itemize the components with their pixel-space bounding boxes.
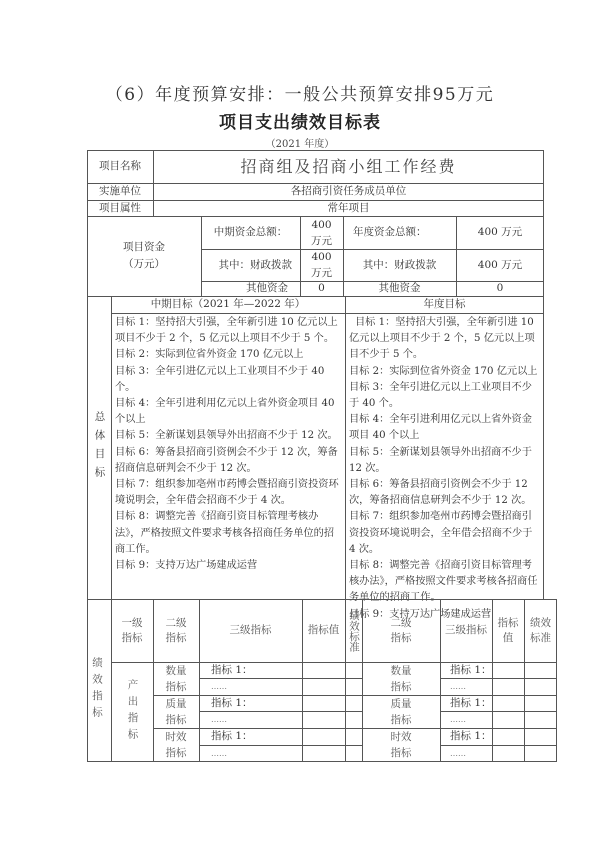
- group-name-quantity: 数量指标: [165, 664, 187, 693]
- annual-total-label: 年度资金总额：: [353, 226, 427, 238]
- header-standard: [345, 599, 362, 662]
- mid-goal-item: 目标 8：调整完善《招商引资目标管理考核办法》，严格按照文件要求考核各招商任务单位的招商工作。: [115, 511, 335, 555]
- group-more-quantity-b: ……: [450, 682, 466, 691]
- header-level3-b: 三级指标: [445, 624, 487, 636]
- performance-indicators-label-text: 绩效指标: [91, 657, 103, 723]
- mid-goal-item: 目标 1：坚持招大引强，全年新引进 10 亿元以上项目不少于 2 个，5 亿元以上项目不少于 5 个。: [115, 317, 338, 345]
- group-name-timeliness: 时效指标: [165, 731, 187, 759]
- header-value: 指标值: [307, 624, 340, 636]
- mid-other-value: 0: [318, 282, 325, 294]
- mid-total-label: 中期资金总额：: [213, 226, 288, 238]
- annual-goal-item: 目标 6：筹备县招商引资例会不少于 12 次，筹备招商信息研判会不少于 12 次。: [349, 479, 532, 507]
- annual-goal-item: 目标 7：组织参加亳州市药博会暨招商引资投资环境说明会，全年借会招商不少于 4 次。: [349, 511, 533, 555]
- annual-fiscal-label: 其中：财政拨款: [362, 258, 437, 271]
- mid-total-value: 400 万元: [311, 218, 332, 247]
- group-more-quality: ……: [211, 715, 227, 724]
- group-name-timeliness-b: 时效指标: [390, 731, 412, 759]
- group-more-quantity: ……: [211, 682, 227, 691]
- annual-fiscal-value: 400 万元: [477, 258, 523, 271]
- group-name-quantity-b: 数量指标: [390, 664, 412, 693]
- mid-goal-item: 目标 6：筹备县招商引资例会不少于 12 次，筹备招商信息研判会不少于 12 次。: [115, 446, 338, 474]
- mid-goal-item: 目标 4：全年引进利用亿元以上省外资金项目 40 个以上: [115, 398, 335, 426]
- mid-goal-item: 目标 2：实际到位省外资金 170 亿元以上: [115, 349, 304, 361]
- mid-fiscal-value: 400 万元: [311, 251, 332, 279]
- group-first-quantity-b: 指标 1：: [450, 663, 492, 676]
- project-name-label: 项目名称: [99, 160, 141, 172]
- group-first-timeliness: 指标 1：: [211, 730, 253, 742]
- mid-goal-item: 目标 3：全年引进亿元以上工业项目不少于 40 个。: [115, 365, 325, 393]
- header-level1: 一级指标: [121, 616, 143, 644]
- mid-goal-item: 目标 5：全新谋划县领导外出招商不少于 12 次。: [115, 430, 338, 442]
- group-first-quality-b: 指标 1：: [450, 696, 492, 709]
- annual-goals-header: 年度目标: [423, 298, 466, 310]
- header-value-b: 指标值: [497, 616, 519, 644]
- mid-other-label: 其他资金: [246, 282, 288, 294]
- overall-goals-label: [87, 296, 111, 600]
- output-indicators-label: [111, 662, 153, 762]
- performance-indicators-label: [87, 640, 111, 740]
- project-name-value: 招商组及招商小组工作经费: [240, 157, 457, 176]
- annual-goal-item: 目标 3：全年引进亿元以上工业项目不少于 40 个。: [349, 381, 532, 410]
- group-more-quality-b: ……: [450, 715, 466, 724]
- group-more-timeliness-b: ……: [450, 749, 466, 758]
- funds-label-line2: （万元）: [123, 258, 165, 270]
- budget-heading: （6）年度预算安排：一般公共预算安排95万元: [105, 85, 495, 105]
- header-level2: 二级指标: [165, 616, 187, 644]
- group-name-quality: 质量指标: [165, 697, 187, 726]
- table-year: （2021 年度）: [265, 139, 335, 150]
- header-standard-text: 绩效标准: [348, 609, 360, 652]
- project-funds-label: [87, 216, 201, 296]
- output-indicators-text: 产出指标: [126, 679, 139, 745]
- mid-fiscal-label: 其中：财政拨款: [218, 258, 292, 271]
- annual-other-label: 其他资金: [378, 282, 421, 294]
- mid-goal-item: 目标 9：支持万达广场建成运营: [115, 560, 258, 572]
- annual-goal-item: 目标 5：全新谋划县领导外出招商不少于 12 次。: [349, 446, 532, 474]
- group-first-quality: 指标 1：: [211, 696, 253, 709]
- group-first-timeliness-b: 指标 1：: [450, 730, 492, 742]
- annual-other-value: 0: [496, 282, 504, 294]
- annual-goal-item: 目标 9：支持万达广场建成运营: [349, 608, 492, 620]
- annual-goal-item: 目标 1：坚持招大引强，全年新引进 10 亿元以上项目不少于 2 个，5 亿元以上项目不少于 5 个。: [349, 317, 535, 361]
- funds-label-line1: 项目资金: [123, 241, 165, 253]
- annual-total-value: 400 万元: [477, 226, 523, 238]
- annual-goal-item: 目标 2：实际到位省外资金 170 亿元以上: [349, 365, 538, 377]
- project-attribute-value: 常年项目: [327, 201, 370, 214]
- annual-goals-list: [349, 315, 542, 623]
- group-name-quality-b: 质量指标: [390, 697, 412, 726]
- table-title: 项目支出绩效目标表: [219, 113, 381, 133]
- mid-goal-item: 目标 7：组织参加亳州市药博会暨招商引资投资环境说明会，全年借会招商不少于 4 次。: [115, 479, 339, 507]
- mid-goals-header: 中期目标（2021 年—2022 年）: [150, 298, 306, 310]
- annual-goal-item: 目标 8：调整完善《招商引资目标管理考核办法》，严格按照文件要求考核各招商任务单位的招商工作。: [349, 560, 538, 604]
- header-level3: 三级指标: [229, 624, 272, 636]
- annual-goal-item: 目标 4：全年引进利用亿元以上省外资金项目 40 个以上: [349, 414, 532, 442]
- header-level2-b: 二级指标: [390, 616, 412, 644]
- group-more-timeliness: ……: [211, 749, 227, 758]
- project-attribute-label: 项目属性: [99, 201, 141, 214]
- group-first-quantity: 指标 1：: [211, 663, 253, 676]
- header-standard-b: 绩效标准: [530, 616, 551, 644]
- mid-goals-list: [115, 315, 343, 574]
- overall-goals-label-text: 总体目标: [93, 411, 106, 485]
- implementing-unit-value: 各招商引资任务成员单位: [290, 185, 407, 197]
- implementing-unit-label: 实施单位: [99, 185, 141, 197]
